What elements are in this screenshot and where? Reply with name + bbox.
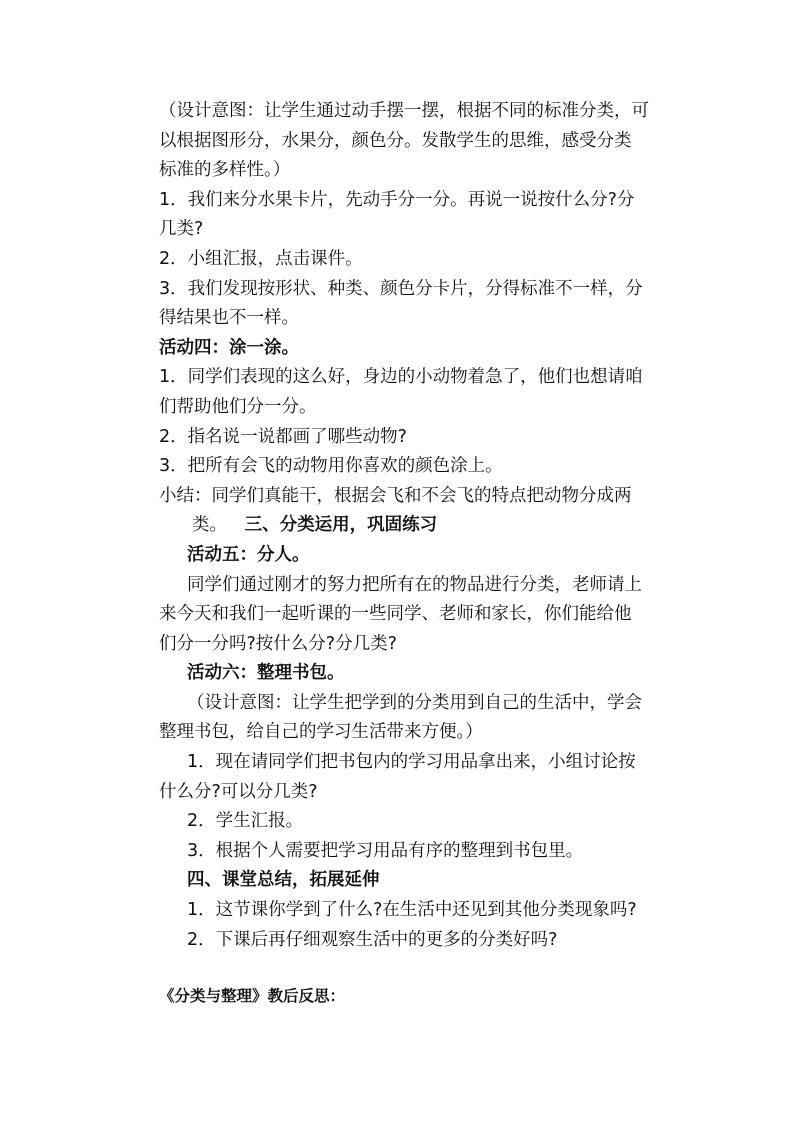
activity-4-step-1-line-1: 1．同学们表现的这么好，身边的小动物着急了，他们也想请咱 — [159, 367, 643, 388]
step-3-line-1: 3．我们发现按形状、种类、颜色分卡片，分得标准不一样，分 — [159, 278, 643, 299]
activity-5-heading: 活动五：分人。 — [187, 544, 310, 565]
section-3-heading: 三、分类运用，巩固练习 — [244, 515, 438, 536]
activity-5-line-1: 同学们通过刚才的努力把所有在的物品进行分类，老师请上 — [187, 574, 642, 595]
activity-4-heading: 活动四：涂一涂。 — [159, 337, 299, 358]
activity-6-step-3-line: 3．根据个人需要把学习用品有序的整理到书包里。 — [187, 840, 584, 861]
section-4-step-1-line: 1．这节课你学到了什么?在生活中还见到其他分类现象吗? — [187, 900, 637, 921]
design-intent-line-3: 标准的多样性。） — [159, 160, 291, 181]
activity-6-step-1-line-1: 1．现在请同学们把书包内的学习用品拿出来，小组讨论按 — [187, 752, 636, 773]
activity-4-step-1-line-2: 们帮助他们分一分。 — [159, 396, 317, 417]
activity-6-heading: 活动六：整理书包。 — [187, 663, 345, 684]
step-1-line-1: 1．我们来分水果卡片，先动手分一分。再说一说按什么分?分 — [159, 189, 635, 210]
activity-6-intent-line-1: （设计意图：让学生把学到的分类用到自己的生活中，学会 — [187, 692, 642, 713]
step-3-line-2: 得结果也不一样。 — [159, 308, 299, 329]
summary-line-2-text: 类。 — [192, 515, 227, 536]
section-4-step-2-line: 2．下课后再仔细观察生活中的更多的分类好吗? — [187, 929, 558, 950]
activity-5-line-3: 们分一分吗?按什么分?分几类? — [159, 633, 397, 654]
summary-line-1: 小结：同学们真能干，根据会飞和不会飞的特点把动物分成两 — [159, 485, 632, 506]
design-intent-line-1: （设计意图：让学生通过动手摆一摆，根据不同的标准分类，可 — [159, 101, 649, 121]
lesson-plan-body — [159, 97, 679, 955]
activity-4-step-3-line: 3．把所有会飞的动物用你喜欢的颜色涂上。 — [159, 456, 503, 477]
design-intent-line-2: 以根据图形分，水果分，颜色分。发散学生的思维，感受分类 — [159, 130, 632, 151]
activity-4-step-2-line: 2．指名说一说都画了哪些动物? — [159, 426, 407, 447]
activity-6-step-1-line-2: 什么分?可以分几类? — [159, 781, 318, 802]
step-2-line: 2．小组汇报，点击课件。 — [159, 248, 363, 269]
activity-6-step-2-line: 2．学生汇报。 — [187, 811, 304, 832]
reflection-heading: 《分类与整理》教后反思： — [159, 987, 346, 1005]
section-4-heading: 四、课堂总结，拓展延伸 — [187, 870, 380, 891]
step-1-line-2: 几类? — [159, 219, 204, 240]
summary-line-2 — [159, 511, 679, 541]
activity-6-intent-line-2: 整理书包，给自己的学习生活带来方便。） — [159, 722, 483, 743]
activity-5-line-2: 来今天和我们一起听课的一些同学、老师和家长，你们能给他 — [159, 604, 632, 625]
